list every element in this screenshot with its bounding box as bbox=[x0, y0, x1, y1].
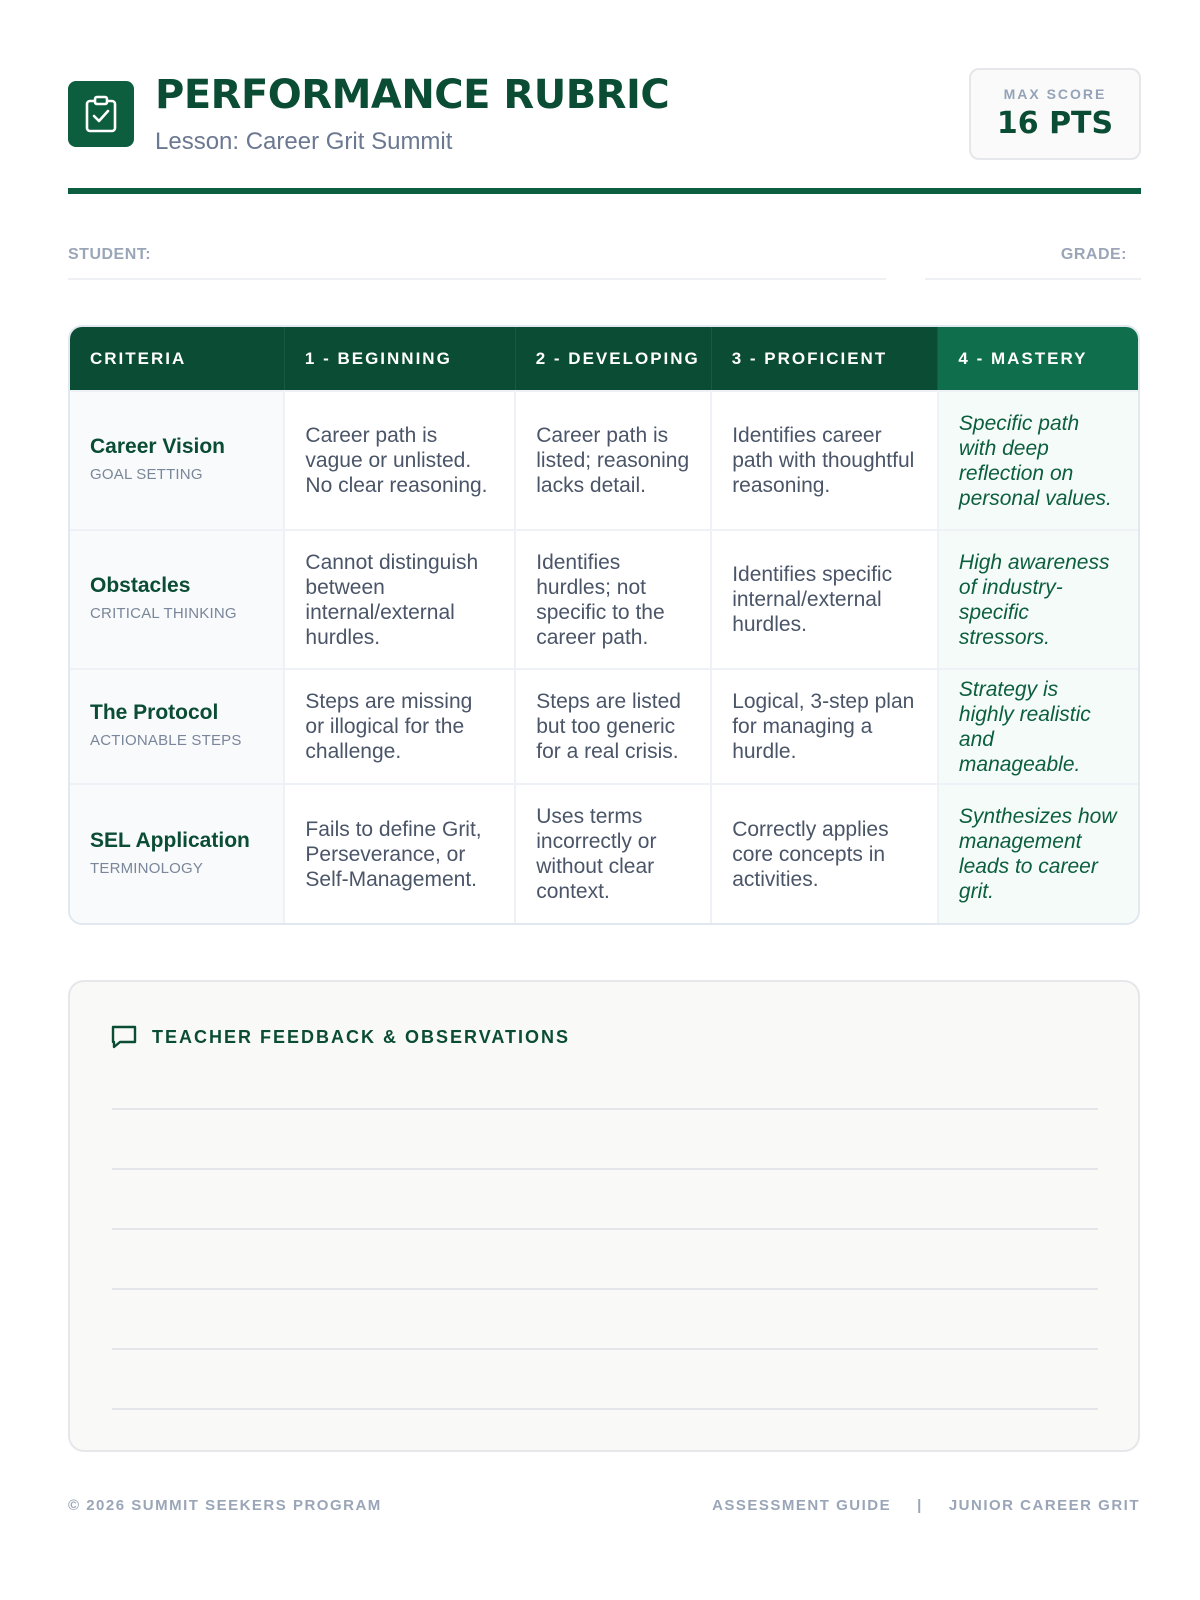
criteria-name: Career Vision bbox=[90, 435, 226, 458]
table-row bbox=[70, 530, 1138, 669]
criteria-subtitle: CRITICAL THINKING bbox=[90, 605, 237, 622]
beginning-cell: Cannot distinguish between internal/external hurdles. bbox=[284, 530, 515, 669]
developing-cell: Identifies hurdles; not specific to the career path. bbox=[515, 530, 711, 669]
mastery-cell: Specific path with deep reflection on personal values. bbox=[938, 391, 1138, 530]
criteria-subtitle: TERMINOLOGY bbox=[90, 859, 204, 877]
mastery-cell: Strategy is highly realistic and manageable. bbox=[938, 669, 1138, 784]
table-row bbox=[70, 391, 1138, 530]
footer-right bbox=[712, 1497, 1140, 1514]
student-label: STUDENT: bbox=[68, 246, 152, 263]
header-divider bbox=[68, 188, 1141, 194]
criteria-cell bbox=[70, 669, 284, 784]
column-header-proficient: 3 - PROFICIENT bbox=[711, 327, 938, 391]
feedback-header bbox=[110, 1024, 570, 1050]
feedback-panel bbox=[68, 980, 1140, 1452]
feedback-line[interactable] bbox=[112, 1288, 1098, 1290]
student-field[interactable] bbox=[68, 278, 886, 280]
footer-assessment-guide: ASSESSMENT GUIDE bbox=[712, 1497, 892, 1514]
column-header-developing: 2 - DEVELOPING bbox=[515, 327, 711, 391]
footer-copyright: © 2026 SUMMIT SEEKERS PROGRAM bbox=[68, 1497, 382, 1514]
proficient-cell: Logical, 3-step plan for managing a hurdle. bbox=[711, 669, 938, 784]
footer-separator: | bbox=[917, 1497, 923, 1514]
criteria-name: Obstacles bbox=[90, 574, 191, 597]
proficient-cell: Correctly applies core concepts in activities. bbox=[711, 784, 938, 923]
page-title: PERFORMANCE RUBRIC bbox=[155, 72, 670, 118]
max-score-badge bbox=[969, 68, 1141, 160]
criteria-subtitle: ACTIONABLE STEPS bbox=[90, 732, 242, 749]
message-square-icon bbox=[110, 1024, 138, 1050]
criteria-name: SEL Application bbox=[90, 828, 250, 852]
mastery-cell: Synthesizes how management leads to career grit. bbox=[938, 784, 1138, 923]
mastery-cell: High awareness of industry-specific stressors. bbox=[938, 530, 1138, 669]
rubric-table bbox=[68, 325, 1140, 925]
footer-program-name: JUNIOR CAREER GRIT bbox=[948, 1497, 1140, 1514]
grade-label: GRADE: bbox=[1060, 246, 1127, 263]
feedback-line[interactable] bbox=[112, 1108, 1098, 1110]
criteria-cell bbox=[70, 530, 284, 669]
feedback-line[interactable] bbox=[112, 1348, 1098, 1350]
criteria-cell bbox=[70, 784, 284, 923]
column-header-criteria: CRITERIA bbox=[70, 327, 284, 391]
beginning-cell: Fails to define Grit, Perseverance, or Self-Management. bbox=[284, 784, 515, 923]
table-row bbox=[70, 669, 1138, 784]
proficient-cell: Identifies career path with thoughtful reasoning. bbox=[711, 391, 938, 530]
page-header bbox=[68, 68, 1141, 162]
criteria-name: The Protocol bbox=[90, 701, 219, 724]
developing-cell: Steps are listed but too generic for a real crisis. bbox=[515, 669, 711, 784]
criteria-subtitle: GOAL SETTING bbox=[90, 466, 203, 483]
feedback-title: TEACHER FEEDBACK & OBSERVATIONS bbox=[152, 1026, 571, 1047]
lesson-subtitle: Lesson: Career Grit Summit bbox=[155, 128, 453, 155]
criteria-cell bbox=[70, 391, 284, 530]
max-score-label: MAX SCORE bbox=[1003, 86, 1107, 102]
column-header-beginning: 1 - BEGINNING bbox=[284, 327, 515, 391]
feedback-line[interactable] bbox=[112, 1408, 1098, 1410]
developing-cell: Career path is listed; reasoning lacks detail. bbox=[515, 391, 711, 530]
table-header-row bbox=[70, 327, 1138, 391]
developing-cell: Uses terms incorrectly or without clear context. bbox=[515, 784, 711, 923]
logo-badge bbox=[68, 81, 134, 147]
column-header-mastery: 4 - MASTERY bbox=[938, 327, 1138, 391]
beginning-cell: Career path is vague or unlisted. No clear reasoning. bbox=[284, 391, 515, 530]
clipboard-check-icon bbox=[84, 95, 118, 133]
beginning-cell: Steps are missing or illogical for the challenge. bbox=[284, 669, 515, 784]
feedback-line[interactable] bbox=[112, 1168, 1098, 1170]
grade-field[interactable] bbox=[925, 278, 1141, 280]
max-score-value: 16 PTS bbox=[996, 106, 1114, 141]
feedback-line[interactable] bbox=[112, 1228, 1098, 1230]
proficient-cell: Identifies specific internal/external hurdles. bbox=[711, 530, 938, 669]
table-row bbox=[70, 784, 1138, 923]
